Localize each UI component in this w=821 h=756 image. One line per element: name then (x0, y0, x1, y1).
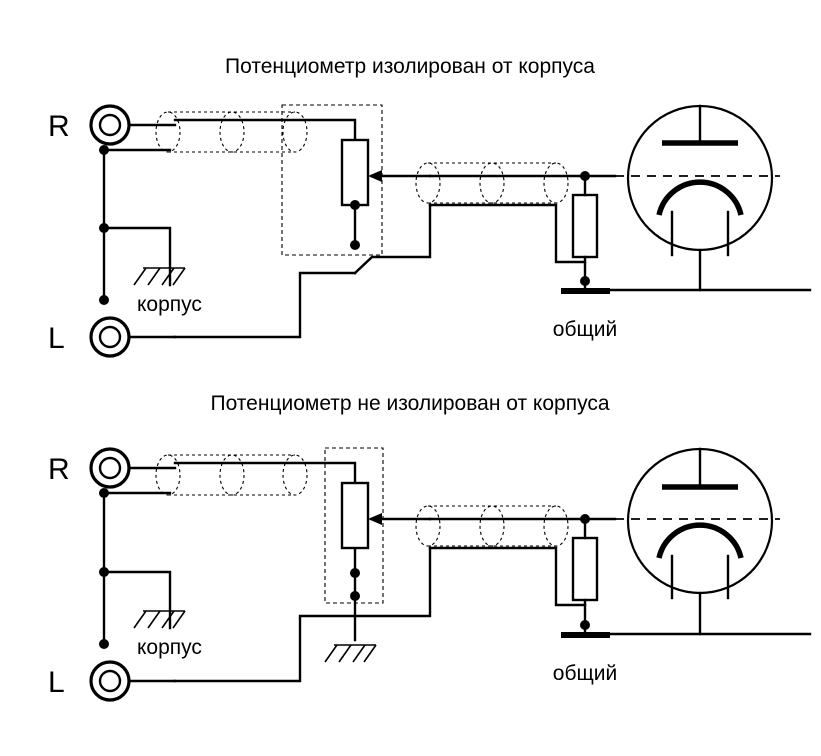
shield-output-bottom (416, 506, 568, 546)
potentiometer-body-top (342, 140, 368, 205)
node-bottom-1 (99, 488, 109, 498)
jack-right-label-bottom: R (48, 453, 70, 486)
node-top-1 (99, 145, 109, 155)
node-grid-top (580, 171, 590, 181)
node-bottom-3 (99, 639, 109, 649)
wire-shield-return-top (430, 205, 585, 262)
pot-node-low-bottom (350, 568, 360, 578)
pot-switch-top (355, 205, 430, 273)
jack-left-bottom (48, 662, 129, 700)
jack-left-top (48, 318, 129, 356)
caption-top: Потенциометр изолирован от корпуса (225, 55, 595, 78)
potentiometer-ground-symbol-bottom (325, 596, 376, 662)
node-grid-bottom (580, 514, 590, 524)
wire-shield-return-bottom (430, 548, 585, 605)
common-label-bottom: общий (552, 662, 618, 685)
pot-wiper-arrow-bottom (368, 513, 382, 525)
node-cathode-bottom (580, 620, 590, 630)
shield-input-top (156, 112, 307, 152)
node-bottom-2 (99, 567, 109, 577)
wire-r-to-pot-top (175, 120, 355, 140)
node-top-2 (99, 223, 109, 233)
jack-right-label-top: R (48, 110, 70, 143)
caption-bottom: Потенциометр не изолирован от корпуса (210, 392, 610, 415)
jack-left-label-bottom: L (48, 666, 65, 699)
common-label-top: общий (552, 318, 618, 341)
chassis-ground-symbol-top (134, 268, 202, 316)
shield-output-top (416, 163, 568, 203)
common-ground-symbol-bottom (553, 635, 617, 685)
cathode-resistor-top (573, 195, 597, 257)
shield-input-bottom (156, 455, 307, 495)
chassis-link-top (104, 228, 170, 285)
chassis-label-top: корпус (137, 293, 202, 316)
chassis-ground-symbol-bottom (134, 611, 202, 659)
vacuum-tube-top (615, 106, 780, 290)
pot-wiper-arrow-top (368, 170, 382, 182)
jack-right-top (48, 106, 129, 144)
chassis-link-bottom (104, 572, 170, 628)
wire-l-to-pot-top (175, 273, 355, 337)
diagram-bottom (48, 392, 810, 700)
potentiometer-body-bottom (342, 483, 368, 548)
node-top-3 (99, 295, 109, 305)
pot-node-ground-top (350, 240, 360, 250)
wire-l-to-pot-bottom (175, 548, 430, 681)
chassis-label-bottom: корпус (137, 636, 202, 659)
vacuum-tube-bottom (615, 449, 780, 634)
diagram-top (48, 55, 810, 356)
wire-r-to-pot-bottom (175, 463, 355, 483)
pot-node-low-top (350, 200, 360, 210)
common-ground-symbol-top (553, 291, 617, 341)
node-cathode-top (580, 276, 590, 286)
cathode-resistor-bottom (573, 538, 597, 600)
jack-left-label-top: L (48, 322, 65, 355)
jack-right-bottom (48, 449, 129, 487)
